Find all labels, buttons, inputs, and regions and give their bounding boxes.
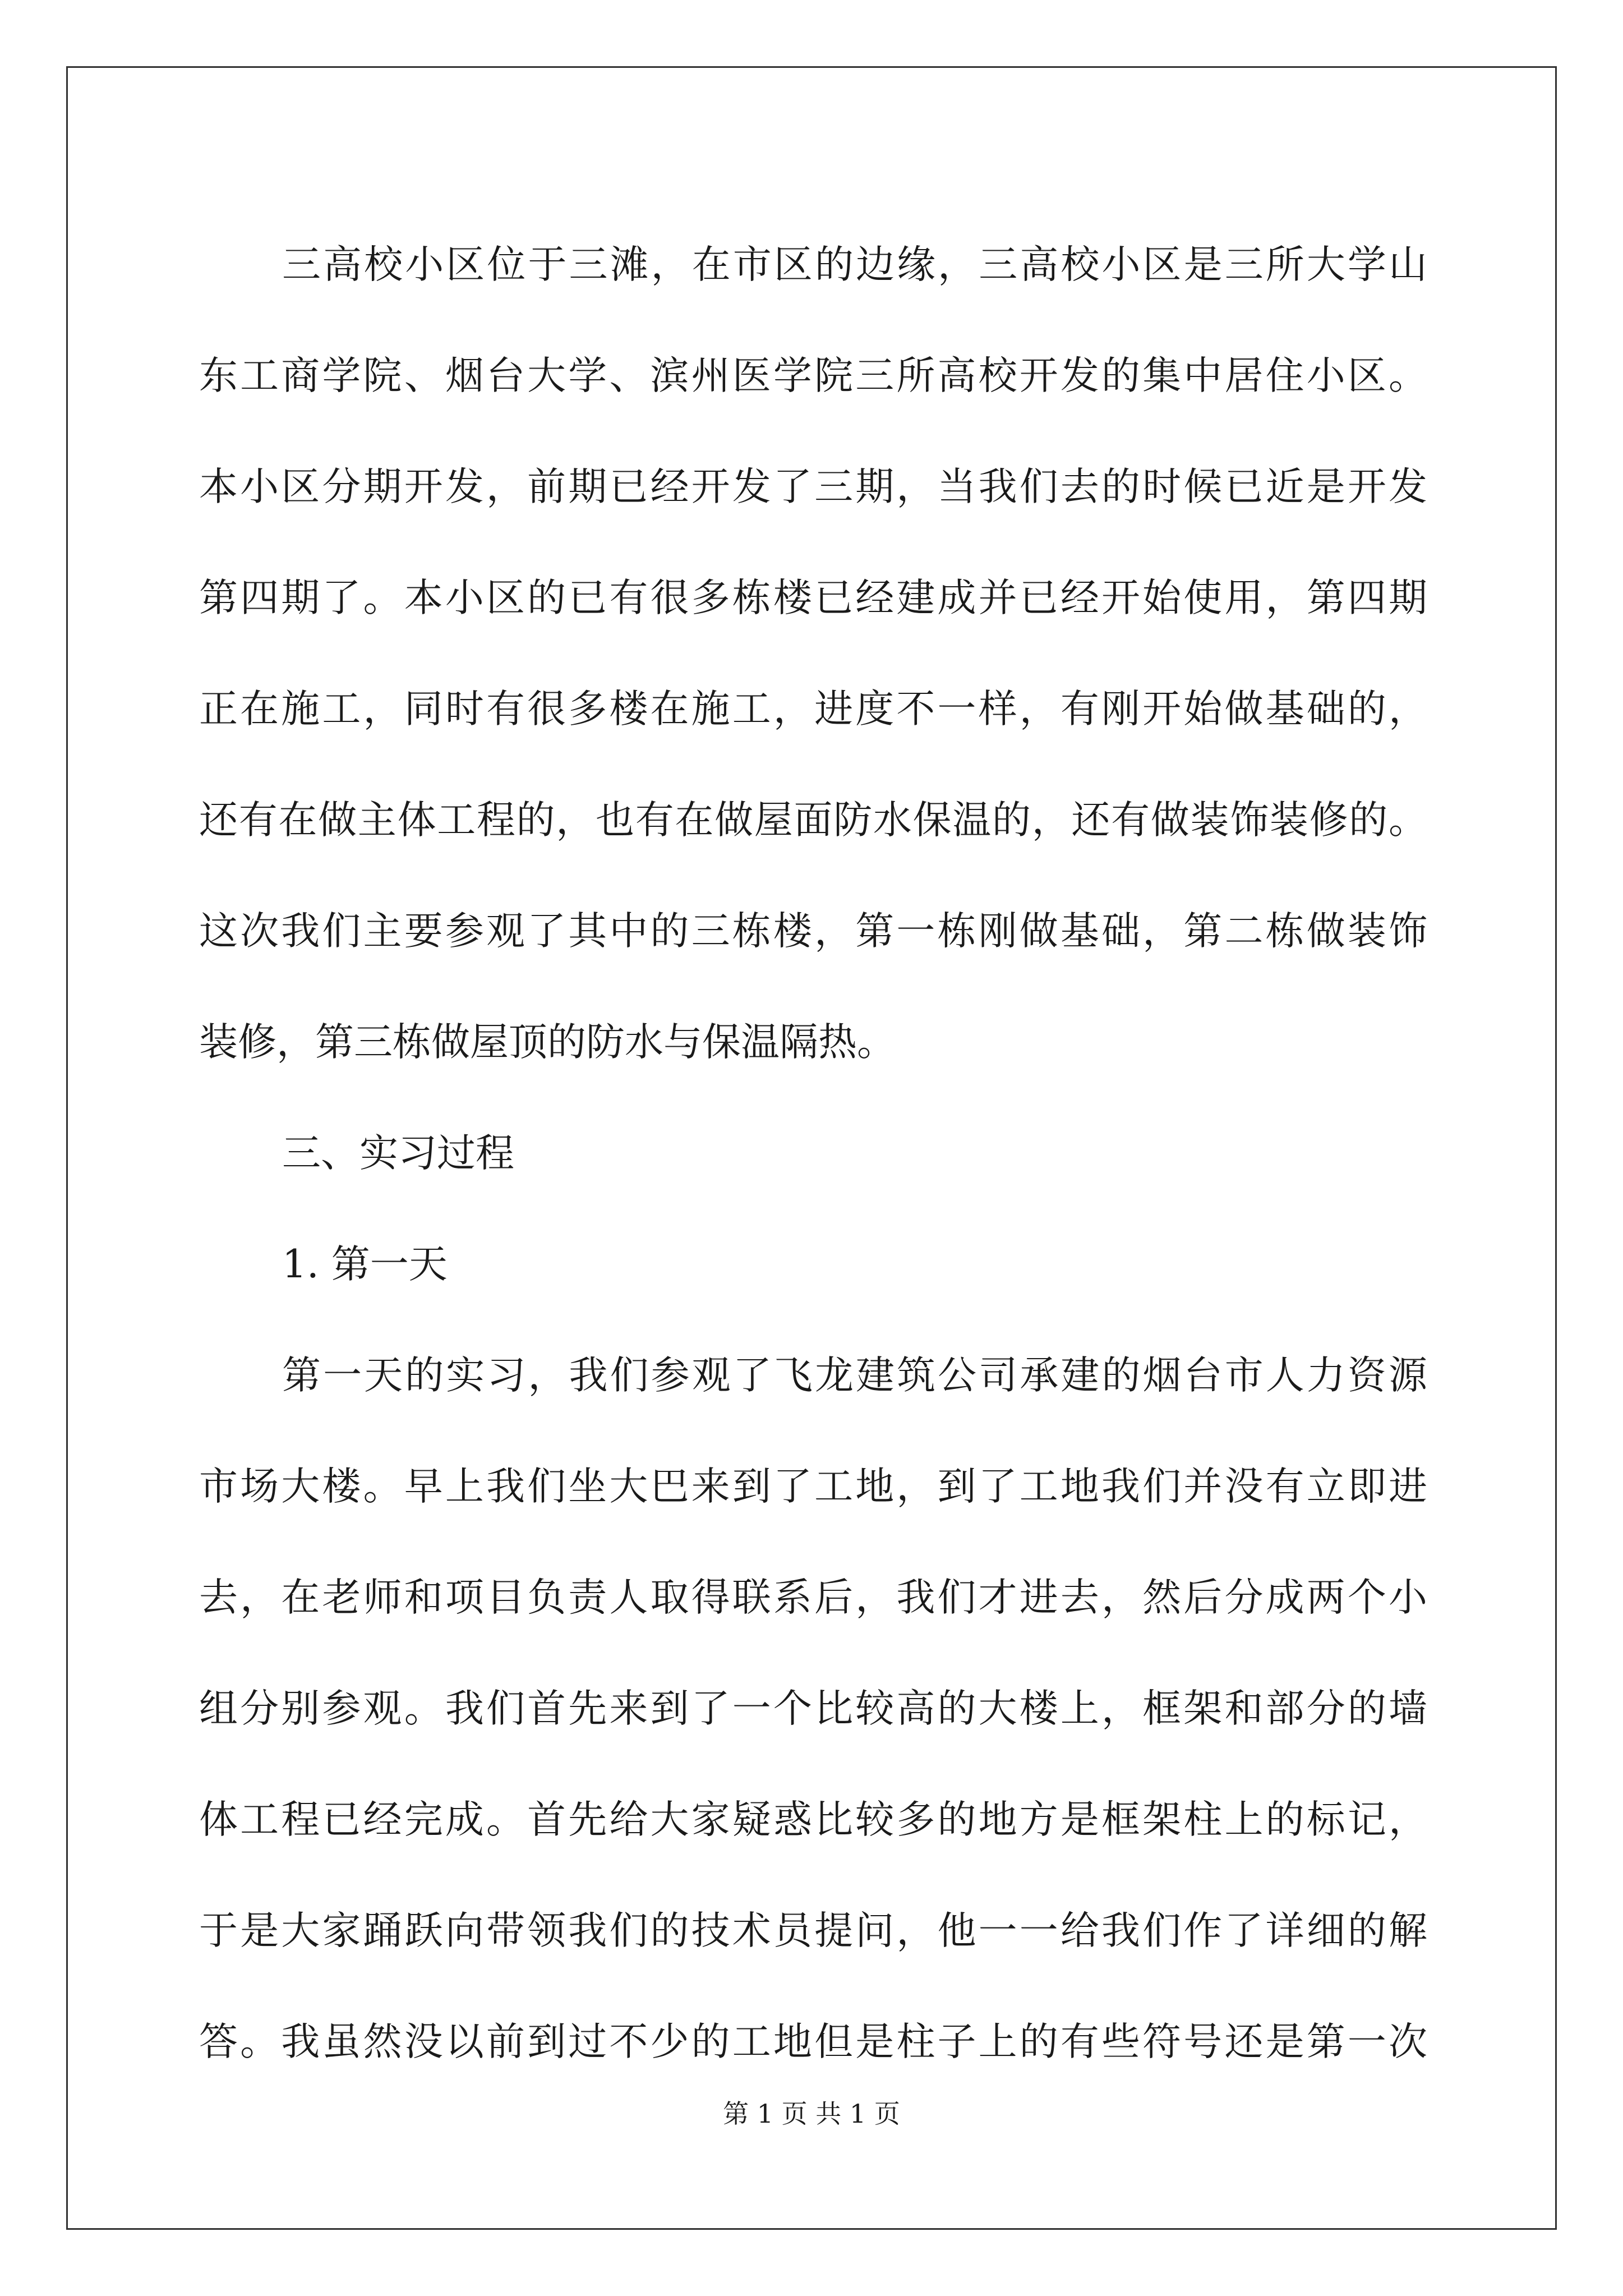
text-line: 三高校小区位于三滩，在市区的边缘，三高校小区是三所大学山 [282, 242, 1427, 287]
text-line: 于是大家踊跃向带领我们的技术员提问，他一一给我们作了详细的解 [199, 1908, 1427, 1953]
text-line: 组分别参观。我们首先来到了一个比较高的大楼上，框架和部分的墙 [199, 1686, 1427, 1731]
text-line: 市场大楼。早上我们坐大巴来到了工地，到了工地我们并没有立即进 [199, 1464, 1427, 1509]
text-line: 装修，第三栋做屋顶的防水与保温隔热。 [199, 1020, 896, 1065]
text-line: 第四期了。本小区的已有很多栋楼已经建成并已经开始使用，第四期 [199, 576, 1427, 620]
text-line: 1. 第一天 [282, 1242, 448, 1287]
text-line: 答。我虽然没以前到过不少的工地但是柱子上的有些符号还是第一次 [199, 2019, 1427, 2064]
text-line: 去，在老师和项目负责人取得联系后，我们才进去，然后分成两个小 [199, 1575, 1427, 1620]
text-line: 本小区分期开发，前期已经开发了三期，当我们去的时候已近是开发 [199, 464, 1427, 509]
text-line: 还有在做主体工程的，也有在做屋面防水保温的，还有做装饰装修的。 [199, 798, 1427, 843]
page-number: 第 1 页 共 1 页 [723, 2099, 900, 2129]
text-line: 第一天的实习，我们参观了飞龙建筑公司承建的烟台市人力资源 [282, 1353, 1427, 1398]
text-line: 体工程已经完成。首先给大家疑惑比较多的地方是框架柱上的标记， [199, 1797, 1427, 1842]
text-line: 这次我们主要参观了其中的三栋楼，第一栋刚做基础，第二栋做装饰 [199, 909, 1427, 954]
text-line: 东工商学院、烟台大学、滨州医学院三所高校开发的集中居住小区。 [199, 353, 1427, 398]
text-line: 正在施工，同时有很多楼在施工，进度不一样，有刚开始做基础的， [199, 687, 1427, 731]
text-line: 三、实习过程 [282, 1131, 514, 1176]
document-body [199, 209, 1427, 2097]
